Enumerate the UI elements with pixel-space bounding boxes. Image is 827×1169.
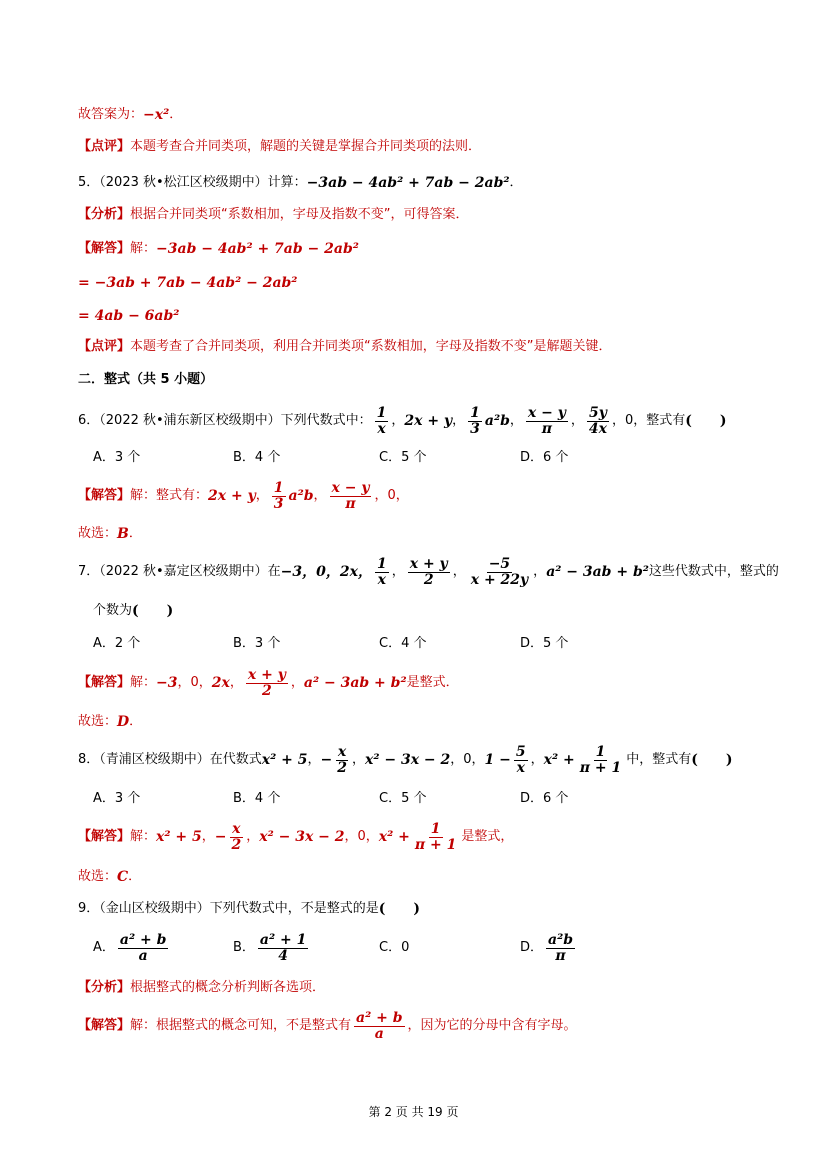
q5-step3: = 4ab − 6ab² [78, 308, 180, 324]
q5-solution-tag: 【解答】 [78, 241, 131, 256]
q6-stem-line: 6．（2022 秋•浦东新区校级期中）下列代数式中： $\frac{1}{x}$ ， 2x + y ， $\frac{1}{3}$ a²b ， $\frac{x - y}{\pi}$ ， $\frac{5y}{4x}$ ，0，整式有 ( ) [78, 404, 727, 437]
q5-comment-tag: 【点评】 [78, 339, 131, 354]
q4-comment: 本题考查合并同类项，解题的关键是掌握合并同类项的法则． [130, 139, 482, 154]
q5-stem-line: 5．（2023 秋•松江区校级期中）计算： −3ab − 4ab² + 7ab − 2ab² ． [78, 175, 523, 191]
q6-paren: ( ) [685, 413, 727, 429]
q9-analysis-tag: 【分析】 [78, 980, 131, 995]
q9-solution-tail: ，因为它的分母中含有字母。 [407, 1018, 577, 1033]
q6-frac-x-y-pi: $\frac{x - y}{\pi}$ [527, 404, 566, 437]
q5-step1: −3ab − 4ab² + 7ab − 2ab² [156, 241, 359, 257]
q6-choice-line: 故选： B ． [78, 526, 142, 542]
q9-paren: ( ) [378, 901, 421, 917]
q6-choice-prefix: 故选： [78, 526, 118, 541]
q5-step2-line [78, 273, 767, 293]
q7-solution-intro: 解： [130, 675, 157, 690]
q8-option-a: A．3 个 [93, 791, 141, 806]
q4-answer-line: 故答案为： −x² ． [78, 107, 183, 123]
q6-frac-third: $\frac{1}{3}$ [470, 404, 480, 437]
q8-solution-tail: 是整式， [461, 829, 514, 844]
q6-option-d: D．6 个 [520, 450, 569, 465]
q9-option-b: B． $\frac{\text{a² + 1}}{4}$ [233, 931, 307, 964]
section2-title: 二．整式（共 5 小题） [78, 372, 214, 387]
q7-option-c: C．4 个 [379, 636, 427, 651]
q4-answer-prefix: 故答案为： [78, 107, 144, 122]
q6-choice: B [117, 526, 129, 542]
q5-solution-intro: 解： [130, 241, 157, 256]
q7-stem: 7．（2022 秋•嘉定区校级期中）在 [78, 564, 281, 579]
q7-option-d: D．5 个 [520, 636, 569, 651]
q7-solution-tail: 是整式． [406, 675, 459, 690]
q8-stem: 8．（青浦区校级期中）在代数式 [78, 752, 262, 767]
q8-option-d: D．6 个 [520, 791, 569, 806]
q5-expr: −3ab − 4ab² + 7ab − 2ab² [306, 175, 510, 191]
q7-choice-prefix: 故选： [78, 714, 118, 729]
q8-option-b: B．4 个 [233, 791, 281, 806]
page-footer: 第 2 页 共 19 页 [368, 1105, 459, 1119]
q7-option-b: B．3 个 [233, 636, 281, 651]
q7-tail: 这些代数式中，整式的 [648, 564, 779, 579]
q7-option-a: A．2 个 [93, 636, 141, 651]
q9-solution-tag: 【解答】 [78, 1018, 131, 1033]
q5-analysis: 根据合并同类项“系数相加，字母及指数不变”，可得答案． [130, 207, 469, 222]
q5-analysis-tag: 【分析】 [78, 207, 131, 222]
q6-solution-intro: 解：整式有： [130, 488, 209, 503]
q7-choice-line: 故选： D ． [78, 714, 143, 730]
q8-tail: 中，整式有 [626, 752, 692, 767]
q8-choice-line: 故选： C ． [78, 869, 142, 885]
q8-paren: ( ) [691, 752, 733, 768]
q5-stem: 5．（2023 秋•松江区校级期中）计算： [78, 175, 307, 190]
q6-stem: 6．（2022 秋•浦东新区校级期中）下列代数式中： [78, 413, 372, 428]
q7-line2 [93, 601, 767, 621]
q8-solution-intro: 解： [130, 829, 157, 844]
q9-analysis: 根据整式的概念分析判断各选项． [130, 980, 326, 995]
q9-analysis-line [78, 978, 767, 998]
q9-stem-line [78, 899, 767, 919]
q6-option-c: C．5 个 [379, 450, 427, 465]
q4-comment-tag: 【点评】 [78, 139, 131, 154]
q5-step2: = −3ab + 7ab − 4ab² − 2ab² [78, 275, 298, 291]
q8-choice-prefix: 故选： [78, 869, 118, 884]
q8-choice: C [117, 869, 129, 885]
q6-option-a: A．3 个 [93, 450, 141, 465]
q6-frac-1-over-x: $\frac{1}{x}$ [376, 404, 387, 437]
q8-stem-line: 8．（青浦区校级期中）在代数式 x² + 5 ， − $\frac{x}{2}$ ， x² − 3x − 2 ，0， 1 − $\frac{5}{x}$ ， x² + $\frac{1}{\pi + 1}$ 中，整式有 ( ) [78, 743, 733, 776]
q6-frac-5y-4x: $\frac{5y}{4x}$ [588, 404, 607, 437]
q7-solution-line: 【解答】 解： −3 ，0， 2x ， $\frac{x + y}{2}$ ， a² − 3ab + b² 是整式． [78, 666, 459, 699]
q5-step3-line [78, 306, 767, 326]
q7-line2-text: 个数为 [93, 603, 133, 618]
q5-comment: 本题考查了合并同类项，利用合并同类项“系数相加，字母及指数不变”是解题关键． [130, 339, 612, 354]
q7-paren: ( ) [132, 603, 174, 619]
q8-solution-tag: 【解答】 [78, 829, 131, 844]
q9-solution-line: 【解答】 解：根据整式的概念可知，不是整式有 $\frac{\text{a² + b}}{a}$ ，因为它的分母中含有字母。 [78, 1009, 577, 1042]
q7-solution-tag: 【解答】 [78, 675, 131, 690]
q9-option-d: D． $\frac{\text{a²b}}{\pi}$ [520, 931, 574, 964]
q9-option-a: A． $\frac{\text{a² + b}}{a}$ [93, 931, 167, 964]
q9-solution-intro: 解：根据整式的概念可知，不是整式有 [130, 1018, 352, 1033]
q9-option-c: C．0 [379, 940, 410, 955]
q6-option-b: B．4 个 [233, 450, 281, 465]
q6-tail: ，0，整式有 [611, 413, 686, 428]
q7-stem-line: 7．（2022 秋•嘉定区校级期中）在 −3，0，2x， $\frac{1}{x}$ ， $\frac{x + y}{2}$ ， $\frac{-5}{x + 22y}$ ， a² − 3ab + b² 这些代数式中，整式的 [78, 555, 779, 588]
q6-solution-tail: ，0， [374, 488, 409, 503]
q5-analysis-line [78, 205, 767, 225]
q5-comment-line [78, 337, 767, 357]
q9-stem: 9．（金山区校级期中）下列代数式中，不是整式的是 [78, 901, 379, 916]
q7-choice: D [117, 714, 130, 730]
q6-solution-line: 【解答】 解：整式有： 2x + y ， $\frac{1}{3}$ a²b ， $\frac{x - y}{\pi}$ ，0， [78, 479, 409, 512]
q8-option-c: C．5 个 [379, 791, 427, 806]
q4-comment-line [78, 137, 767, 157]
q6-solution-tag: 【解答】 [78, 488, 131, 503]
q5-solution-line [78, 239, 767, 259]
q4-answer-expr: −x² [143, 107, 170, 123]
q7-items-a: −3，0，2x， [280, 564, 372, 580]
q8-solution-line: 【解答】 解： x² + 5 ， − $\frac{x}{2}$ ， x² − 3x − 2 ，0， x² + $\frac{1}{\pi + 1}$ 是整式， [78, 820, 514, 853]
